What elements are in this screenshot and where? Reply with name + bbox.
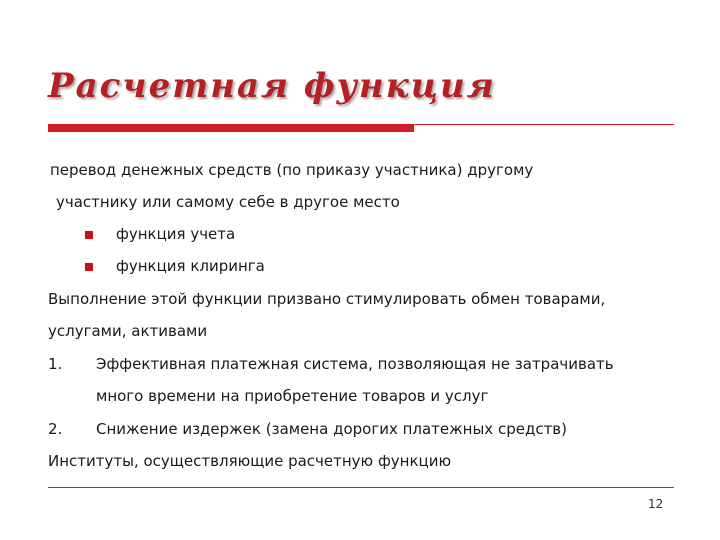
paragraph1-line2: участнику или самому себе в другое место <box>56 193 400 211</box>
paragraph1-line1: перевод денежных средств (по приказу участника) другому <box>50 161 534 179</box>
list-number-2: 2. <box>48 420 63 438</box>
slide-title: Расчетная функция <box>48 66 496 106</box>
numbered-item-1-line2: много времени на приобретение товаров и услуг <box>96 387 489 405</box>
title-underline-thin <box>414 124 674 125</box>
list-number-1: 1. <box>48 355 63 373</box>
bullet-square-icon <box>85 231 93 239</box>
bullet-item-clearing: функция клиринга <box>116 257 265 275</box>
paragraph2-line1: Выполнение этой функции призвано стимулировать обмен товарами, <box>48 290 606 308</box>
numbered-item-2-line1: Снижение издержек (замена дорогих платежных средств) <box>96 420 567 438</box>
paragraph2-line2: услугами, активами <box>48 322 208 340</box>
page-number: 12 <box>648 497 664 511</box>
numbered-item-1-line1: Эффективная платежная система, позволяющая не затрачивать <box>96 355 614 373</box>
title-underline-thick <box>48 124 414 132</box>
bullet-item-accounting: функция учета <box>116 225 236 243</box>
paragraph3: Институты, осуществляющие расчетную функцию <box>48 452 452 470</box>
footer-divider <box>48 487 674 488</box>
bullet-square-icon <box>85 263 93 271</box>
